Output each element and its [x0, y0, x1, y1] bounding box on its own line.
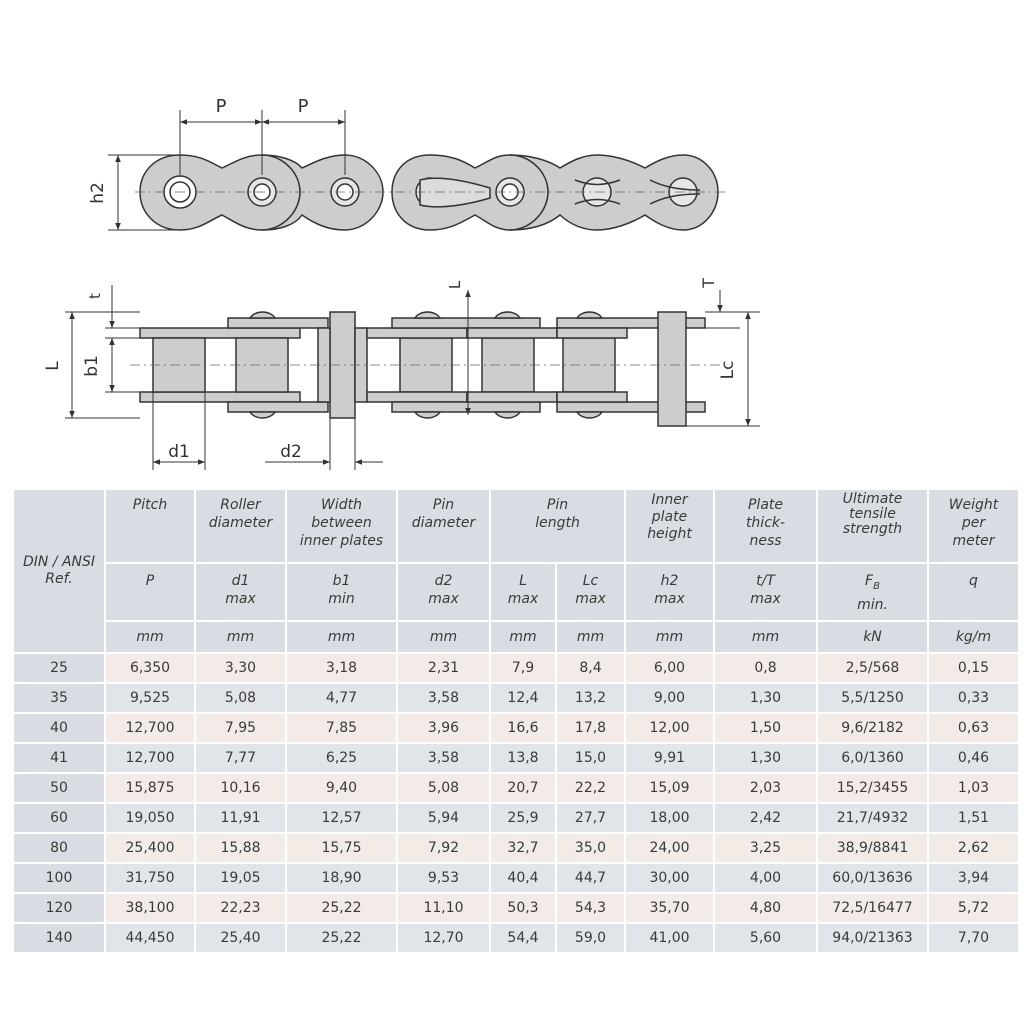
table-cell: 6,0/1360	[817, 743, 928, 773]
col-pin-diam-name: Pin diameter	[397, 489, 490, 563]
table-cell: 44,450	[105, 923, 195, 953]
row-ref-cell: 80	[13, 833, 105, 863]
table-cell: 94,0/21363	[817, 923, 928, 953]
table-cell: 12,700	[105, 713, 195, 743]
table-cell: 54,4	[490, 923, 556, 953]
unit-pitch: mm	[105, 621, 195, 653]
table-cell: 12,57	[286, 803, 397, 833]
label-p2: P	[297, 96, 309, 117]
table-cell: 9,40	[286, 773, 397, 803]
table-cell: 2,42	[714, 803, 817, 833]
table-cell: 25,9	[490, 803, 556, 833]
label-Lc: Lc	[718, 360, 738, 380]
table-cell: 38,100	[105, 893, 195, 923]
row-ref-cell: 120	[13, 893, 105, 923]
label-t: t	[86, 293, 104, 299]
table-cell: 3,58	[397, 683, 490, 713]
table-cell: 5,08	[195, 683, 286, 713]
col-strength-name: Ultimate tensile strength	[817, 489, 928, 563]
table-cell: 25,22	[286, 893, 397, 923]
table-cell: 8,4	[556, 653, 625, 683]
table-cell: 15,09	[625, 773, 714, 803]
col-plate-height-name: Inner plate height	[625, 489, 714, 563]
table-cell: 19,05	[195, 863, 286, 893]
label-d1: d1	[168, 442, 190, 462]
unit-FB: kN	[817, 621, 928, 653]
sym-L: L max	[490, 563, 556, 621]
table-cell: 9,53	[397, 863, 490, 893]
table-row	[13, 923, 1019, 953]
table-cell: 22,2	[556, 773, 625, 803]
label-L: L	[43, 361, 63, 371]
table-row	[13, 803, 1019, 833]
unit-tT: mm	[714, 621, 817, 653]
table-cell: 35,0	[556, 833, 625, 863]
row-ref-cell: 140	[13, 923, 105, 953]
table-cell: 3,25	[714, 833, 817, 863]
table-cell: 11,10	[397, 893, 490, 923]
spec-table-body	[13, 653, 1019, 953]
table-cell: 15,875	[105, 773, 195, 803]
sym-Lc: Lc max	[556, 563, 625, 621]
table-cell: 6,00	[625, 653, 714, 683]
table-cell: 12,00	[625, 713, 714, 743]
table-cell: 32,7	[490, 833, 556, 863]
table-row	[13, 833, 1019, 863]
table-cell: 2,03	[714, 773, 817, 803]
sym-h2: h2 max	[625, 563, 714, 621]
table-cell: 25,22	[286, 923, 397, 953]
table-cell: 15,2/3455	[817, 773, 928, 803]
table-cell: 7,9	[490, 653, 556, 683]
sym-FB: $F_B$ min.	[817, 563, 928, 621]
table-cell: 7,70	[928, 923, 1019, 953]
label-p1: P	[215, 96, 227, 117]
ref-header-line2: Ref.	[45, 571, 73, 587]
table-cell: 50,3	[490, 893, 556, 923]
table-cell: 25,400	[105, 833, 195, 863]
table-cell: 59,0	[556, 923, 625, 953]
table-cell: 0,8	[714, 653, 817, 683]
table-cell: 10,16	[195, 773, 286, 803]
table-cell: 9,525	[105, 683, 195, 713]
col-pitch-name: Pitch	[105, 489, 195, 563]
table-cell: 54,3	[556, 893, 625, 923]
table-cell: 5,72	[928, 893, 1019, 923]
row-ref-cell: 50	[13, 773, 105, 803]
ref-header-line1: DIN / ANSI	[22, 554, 96, 570]
table-cell: 6,350	[105, 653, 195, 683]
table-row	[13, 743, 1019, 773]
table-row	[13, 773, 1019, 803]
sym-pitch: P	[105, 563, 195, 621]
table-cell: 15,0	[556, 743, 625, 773]
table-cell: 9,6/2182	[817, 713, 928, 743]
table-row	[13, 893, 1019, 923]
table-cell: 18,00	[625, 803, 714, 833]
table-cell: 22,23	[195, 893, 286, 923]
chain-top-view	[140, 312, 705, 426]
table-cell: 16,6	[490, 713, 556, 743]
table-cell: 7,85	[286, 713, 397, 743]
table-cell: 31,750	[105, 863, 195, 893]
col-weight-name: Weight per meter	[928, 489, 1019, 563]
table-cell: 7,77	[195, 743, 286, 773]
table-cell: 15,88	[195, 833, 286, 863]
table-cell: 13,2	[556, 683, 625, 713]
table-row	[13, 713, 1019, 743]
table-cell: 19,050	[105, 803, 195, 833]
table-cell: 4,00	[714, 863, 817, 893]
label-L2: L	[446, 280, 464, 290]
table-cell: 27,7	[556, 803, 625, 833]
col-pin-length-name: Pin length	[490, 489, 625, 563]
table-cell: 5,94	[397, 803, 490, 833]
table-cell: 7,95	[195, 713, 286, 743]
table-cell: 12,70	[397, 923, 490, 953]
sym-b1: b1 min	[286, 563, 397, 621]
table-cell: 1,30	[714, 683, 817, 713]
table-cell: 12,4	[490, 683, 556, 713]
col-thickness-name: Plate thick- ness	[714, 489, 817, 563]
table-cell: 5,5/1250	[817, 683, 928, 713]
table-cell: 20,7	[490, 773, 556, 803]
table-row	[13, 683, 1019, 713]
table-cell: 12,700	[105, 743, 195, 773]
sym-tT: t/T max	[714, 563, 817, 621]
table-cell: 1,50	[714, 713, 817, 743]
unit-Lc: mm	[556, 621, 625, 653]
row-ref-cell: 35	[13, 683, 105, 713]
header-names-row	[13, 489, 1019, 563]
table-cell: 2,31	[397, 653, 490, 683]
table-cell: 9,00	[625, 683, 714, 713]
table-cell: 3,96	[397, 713, 490, 743]
table-cell: 4,77	[286, 683, 397, 713]
table-cell: 25,40	[195, 923, 286, 953]
table-cell: 7,92	[397, 833, 490, 863]
table-cell: 2,62	[928, 833, 1019, 863]
unit-d1: mm	[195, 621, 286, 653]
table-cell: 72,5/16477	[817, 893, 928, 923]
table-cell: 13,8	[490, 743, 556, 773]
table-cell: 5,08	[397, 773, 490, 803]
table-cell: 40,4	[490, 863, 556, 893]
chain-side-view	[140, 155, 718, 230]
table-cell: 30,00	[625, 863, 714, 893]
table-cell: 5,60	[714, 923, 817, 953]
table-row	[13, 653, 1019, 683]
table-cell: 60,0/13636	[817, 863, 928, 893]
row-ref-cell: 60	[13, 803, 105, 833]
chain-spec-table	[12, 488, 1020, 954]
table-cell: 4,80	[714, 893, 817, 923]
unit-d2: mm	[397, 621, 490, 653]
label-T: T	[699, 278, 718, 288]
table-cell: 3,94	[928, 863, 1019, 893]
table-cell: 1,30	[714, 743, 817, 773]
table-cell: 0,15	[928, 653, 1019, 683]
row-ref-cell: 40	[13, 713, 105, 743]
unit-q: kg/m	[928, 621, 1019, 653]
table-cell: 15,75	[286, 833, 397, 863]
ref-header	[13, 489, 105, 653]
table-cell: 0,63	[928, 713, 1019, 743]
table-cell: 9,91	[625, 743, 714, 773]
sym-d2: d2 max	[397, 563, 490, 621]
table-cell: 38,9/8841	[817, 833, 928, 863]
table-cell: 17,8	[556, 713, 625, 743]
table-cell: 35,70	[625, 893, 714, 923]
table-cell: 0,46	[928, 743, 1019, 773]
row-ref-cell: 100	[13, 863, 105, 893]
sym-d1: d1 max	[195, 563, 286, 621]
label-b1: b1	[82, 355, 102, 377]
table-cell: 41,00	[625, 923, 714, 953]
header-units-row	[13, 621, 1019, 653]
col-roller-name: Roller diameter	[195, 489, 286, 563]
table-row	[13, 863, 1019, 893]
row-ref-cell: 25	[13, 653, 105, 683]
unit-L: mm	[490, 621, 556, 653]
table-cell: 2,5/568	[817, 653, 928, 683]
unit-h2: mm	[625, 621, 714, 653]
label-h2: h2	[88, 182, 108, 204]
table-cell: 11,91	[195, 803, 286, 833]
table-cell: 3,30	[195, 653, 286, 683]
table-cell: 3,18	[286, 653, 397, 683]
table-cell: 18,90	[286, 863, 397, 893]
row-ref-cell: 41	[13, 743, 105, 773]
roller-chain-diagram	[0, 0, 1024, 480]
table-cell: 0,33	[928, 683, 1019, 713]
col-width-name: Width between inner plates	[286, 489, 397, 563]
unit-b1: mm	[286, 621, 397, 653]
table-cell: 24,00	[625, 833, 714, 863]
header-symbols-row	[13, 563, 1019, 621]
label-d2: d2	[280, 442, 302, 462]
table-cell: 44,7	[556, 863, 625, 893]
table-cell: 3,58	[397, 743, 490, 773]
table-cell: 6,25	[286, 743, 397, 773]
sym-q: q	[928, 563, 1019, 621]
table-cell: 1,03	[928, 773, 1019, 803]
table-cell: 21,7/4932	[817, 803, 928, 833]
table-cell: 1,51	[928, 803, 1019, 833]
